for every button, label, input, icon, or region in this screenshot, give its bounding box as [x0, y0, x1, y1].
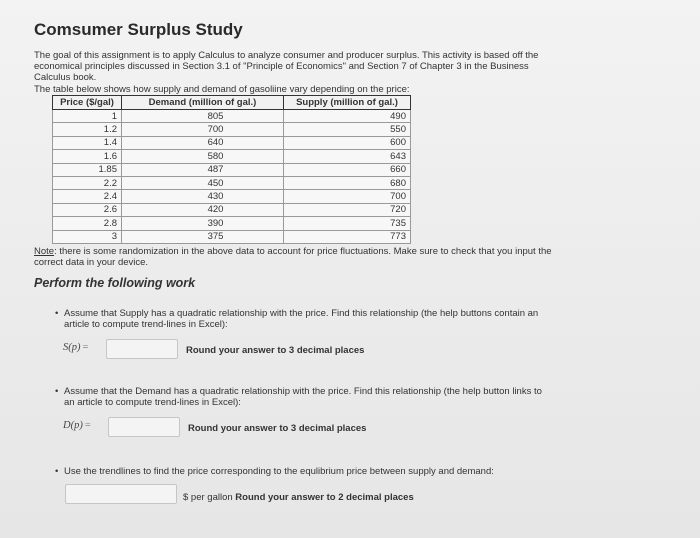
equilibrium-question-text: Use the trendlines to find the price corresponding to the equlibrium price between supply and demand:	[64, 466, 494, 477]
table-row	[53, 203, 411, 216]
supply-rounding-hint: Round your answer to 3 decimal places	[186, 345, 365, 356]
cell-supply: 643	[284, 150, 411, 163]
demand-function-label	[63, 420, 91, 431]
demand-rounding-hint: Round your answer to 3 decimal places	[188, 423, 367, 434]
equilibrium-hint-text: Round your answer to 2 decimal places	[235, 492, 414, 503]
table-header-row	[53, 96, 411, 110]
demand-function-name: D(p)	[63, 420, 83, 431]
equilibrium-rounding-hint	[183, 492, 414, 503]
cell-demand: 450	[122, 176, 284, 189]
cell-demand: 805	[122, 110, 284, 123]
bullet-icon: •	[55, 466, 59, 477]
table-row	[53, 190, 411, 203]
table-intro: The table below shows how supply and demand of gasoliine vary depending on the price:	[34, 84, 410, 95]
cell-demand: 700	[122, 123, 284, 136]
cell-demand: 375	[122, 230, 284, 243]
supply-question	[55, 308, 554, 330]
note-label: Note	[34, 246, 55, 257]
equilibrium-answer-input[interactable]	[65, 484, 177, 504]
cell-demand: 420	[122, 203, 284, 216]
table-row	[53, 217, 411, 230]
header-supply: Supply (million of gal.)	[284, 96, 411, 110]
equals-sign: =	[84, 420, 91, 431]
bullet-icon: •	[55, 308, 59, 319]
cell-price: 2.8	[53, 217, 122, 230]
table-row	[53, 163, 411, 176]
cell-price: 3	[53, 230, 122, 243]
cell-supply: 773	[284, 230, 411, 243]
cell-price: 1.4	[53, 136, 122, 149]
cell-demand: 390	[122, 217, 284, 230]
demand-question-text: Assume that the Demand has a quadratic relationship with the price. Find this relationship (the help button links to an article to compute trend-lines in Excel):	[64, 386, 542, 408]
table-row	[53, 230, 411, 243]
table-row	[53, 150, 411, 163]
supply-demand-table	[52, 95, 411, 244]
cell-supply: 700	[284, 190, 411, 203]
cell-demand: 487	[122, 163, 284, 176]
cell-supply: 720	[284, 203, 411, 216]
equilibrium-unit: $ per gallon	[183, 492, 233, 503]
table-row	[53, 176, 411, 189]
cell-price: 2.2	[53, 176, 122, 189]
intro-paragraph: The goal of this assignment is to apply Calculus to analyze consumer and producer surplus. This activity is based off the economical principles discussed in Section 3.1 of "Principle of Economics" and Section 7 of Chapter 3 in the Business Calculus book.	[34, 50, 539, 83]
section-heading: Perform the following work	[34, 276, 196, 290]
demand-answer-input[interactable]	[108, 417, 180, 437]
cell-supply: 660	[284, 163, 411, 176]
supply-function-label	[63, 342, 88, 353]
note-text: : there is some randomization in the above data to account for price fluctuations. Make sure to check that you input the correct data in your device.	[34, 246, 552, 268]
cell-price: 1	[53, 110, 122, 123]
bullet-icon: •	[55, 386, 59, 397]
table-row	[53, 123, 411, 136]
demand-question	[55, 386, 554, 408]
supply-function-name: S(p)	[63, 342, 81, 353]
table-row	[53, 110, 411, 123]
cell-supply: 680	[284, 176, 411, 189]
note-paragraph	[34, 246, 554, 268]
cell-supply: 490	[284, 110, 411, 123]
cell-price: 2.6	[53, 203, 122, 216]
cell-price: 1.85	[53, 163, 122, 176]
cell-price: 1.2	[53, 123, 122, 136]
cell-demand: 640	[122, 136, 284, 149]
page-title: Comsumer Surplus Study	[34, 20, 243, 39]
header-price: Price ($/gal)	[53, 96, 122, 110]
supply-question-text: Assume that Supply has a quadratic relationship with the price. Find this relationship (the help buttons contain an article to compute trend-lines in Excel):	[64, 308, 539, 330]
cell-demand: 430	[122, 190, 284, 203]
header-demand: Demand (million of gal.)	[122, 96, 284, 110]
equilibrium-question	[55, 466, 564, 477]
table-row	[53, 136, 411, 149]
cell-price: 2.4	[53, 190, 122, 203]
cell-supply: 550	[284, 123, 411, 136]
cell-price: 1.6	[53, 150, 122, 163]
cell-supply: 600	[284, 136, 411, 149]
cell-supply: 735	[284, 217, 411, 230]
equals-sign: =	[82, 342, 89, 353]
cell-demand: 580	[122, 150, 284, 163]
supply-answer-input[interactable]	[106, 339, 178, 359]
